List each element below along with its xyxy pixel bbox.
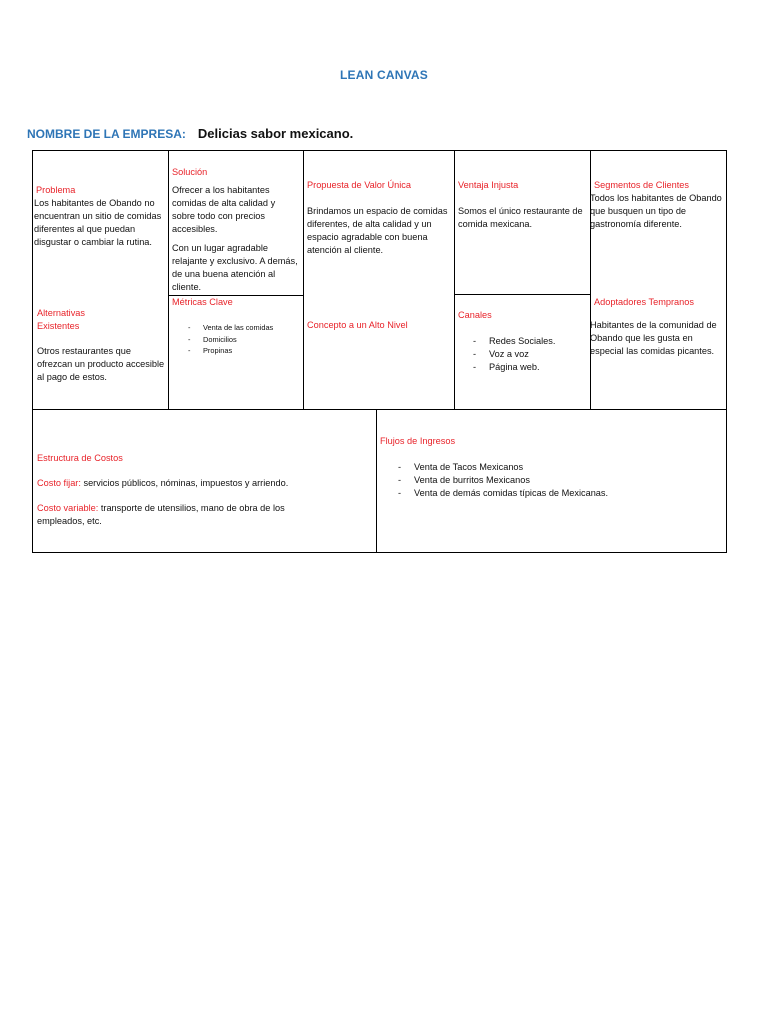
ventaja-text: Somos el único restaurante de comida mexicana. bbox=[458, 206, 583, 229]
list-item: - Venta de Tacos Mexicanos bbox=[396, 461, 721, 474]
costo-fijo-label: Costo fijar: bbox=[37, 478, 81, 488]
company-label: NOMBRE DE LA EMPRESA: bbox=[27, 127, 186, 141]
list-item: - Página web. bbox=[471, 361, 587, 374]
ventaja-heading: Ventaja Injusta bbox=[458, 180, 519, 190]
company-line bbox=[27, 125, 353, 143]
problema-text: Los habitantes de Obando no encuentran un sitio de comidas diferentes al que puedan disgustar o cambiar la rutina. bbox=[34, 198, 162, 247]
costo-variable-label: Costo variable: bbox=[37, 503, 99, 513]
metricas-list bbox=[186, 322, 302, 357]
divider bbox=[168, 150, 169, 410]
divider bbox=[376, 409, 377, 553]
list-item: - Propinas bbox=[186, 345, 302, 357]
canales-list bbox=[471, 335, 587, 374]
problema-heading: Problema bbox=[36, 185, 76, 195]
concepto-heading: Concepto a un Alto Nivel bbox=[307, 320, 408, 330]
segmentos-heading: Segmentos de Clientes bbox=[594, 180, 689, 190]
list-item: - Venta de demás comidas típicas de Mexicanas. bbox=[396, 487, 721, 500]
list-item: - Venta de burritos Mexicanos bbox=[396, 474, 721, 487]
solucion-text-1: Ofrecer a los habitantes comidas de alta calidad y sobre todo con precios accesibles. bbox=[172, 185, 276, 234]
costo-variable bbox=[37, 502, 307, 528]
costo-fijo-text: servicios públicos, nóminas, impuestos y arriendo. bbox=[80, 478, 289, 488]
metricas-heading: Métricas Clave bbox=[172, 297, 233, 307]
adoptadores-heading: Adoptadores Tempranos bbox=[594, 297, 694, 307]
solucion-heading: Solución bbox=[172, 167, 208, 177]
propuesta-heading: Propuesta de Valor Única bbox=[307, 180, 412, 190]
propuesta-text: Brindamos un espacio de comidas diferentes, de alta calidad y un espacio agradable con buena atención al cliente. bbox=[307, 206, 448, 255]
company-name: Delicias sabor mexicano. bbox=[197, 126, 354, 141]
costos-heading: Estructura de Costos bbox=[37, 453, 123, 463]
ingresos-list bbox=[396, 461, 721, 500]
costo-fijo bbox=[37, 477, 372, 490]
divider bbox=[303, 150, 304, 410]
alternativas-heading-line2: Existentes bbox=[37, 321, 80, 331]
canales-heading: Canales bbox=[458, 310, 492, 320]
divider bbox=[454, 294, 591, 295]
adoptadores-text: Habitantes de la comunidad de Obando que les gusta en especial las comidas picantes. bbox=[590, 320, 717, 356]
costo-variable-text: transporte de utensilios, mano de obra de los empleados, etc. bbox=[37, 503, 285, 526]
list-item: - Voz a voz bbox=[471, 348, 587, 361]
alternativas-text: Otros restaurantes que ofrezcan un producto accesible al pago de estos. bbox=[37, 346, 165, 382]
page-title: LEAN CANVAS bbox=[340, 68, 428, 82]
list-item: - Redes Sociales. bbox=[471, 335, 587, 348]
list-item: - Venta de las comidas bbox=[186, 322, 302, 334]
alternativas-heading-line1: Alternativas bbox=[37, 308, 86, 318]
list-item: - Domicilios bbox=[186, 334, 302, 346]
ingresos-heading: Flujos de Ingresos bbox=[380, 436, 456, 446]
divider bbox=[454, 150, 455, 410]
solucion-text-2: Con un lugar agradable relajante y exclusivo. A demás, de una buena atención al cliente. bbox=[172, 243, 298, 292]
segmentos-text: Todos los habitantes de Obando que busquen un tipo de gastronomía diferente. bbox=[590, 193, 722, 229]
divider bbox=[590, 150, 591, 410]
